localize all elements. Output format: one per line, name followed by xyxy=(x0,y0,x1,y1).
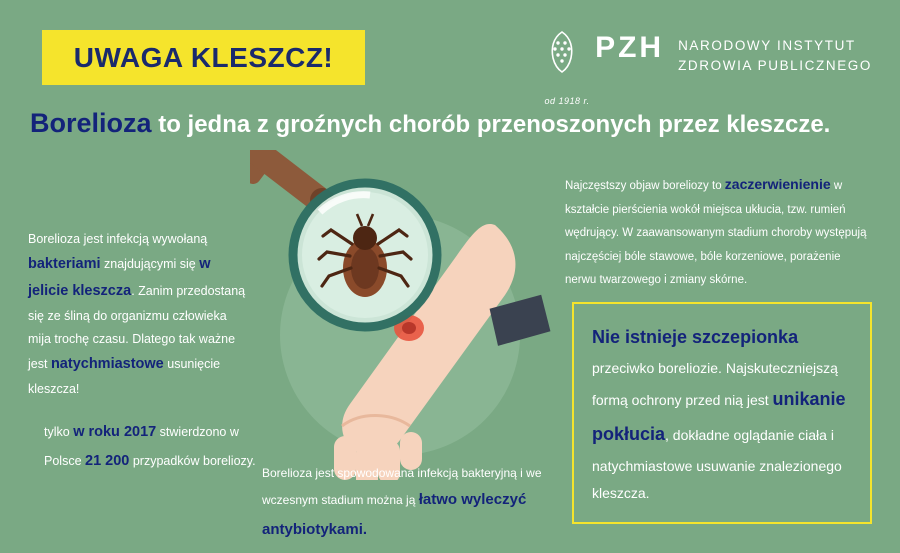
box-avoid-bite: unikanie pokłucia xyxy=(592,389,846,445)
headline-highlight: Borelioza xyxy=(30,108,152,138)
pzh-emblem-icon xyxy=(539,28,585,90)
magnifier-tick-on-arm-illustration xyxy=(250,150,570,480)
right-highlight: zaczerwienienie xyxy=(724,176,831,192)
prevention-box xyxy=(572,302,872,524)
right-paragraph xyxy=(565,170,875,293)
logo-since-label: od 1918 r. xyxy=(544,96,590,106)
bottom-center-paragraph xyxy=(262,462,562,544)
box-no-vaccine: Nie istnieje szczepionka xyxy=(592,327,799,347)
stats-c: stwierdzono w Polsce xyxy=(44,425,239,468)
bottom-a: Borelioza jest spowodowana infekcją bakteryjną i we wczesnym stadium można ją xyxy=(262,466,542,508)
banner-title: UWAGA KLESZCZ! xyxy=(73,41,334,73)
box-d: , dokładne oglądanie ciała i natychmiastowe usuwanie znalezionego kleszcza. xyxy=(592,427,842,501)
left-p1-c: znajdującymi się xyxy=(100,257,200,272)
logo-institute-line1: NARODOWY INSTYTUT xyxy=(678,38,856,53)
box-b: przeciwko boreliozie. Najskuteczniejszą formą ochrony przed nią jest xyxy=(592,360,838,409)
pzh-logo xyxy=(539,28,872,106)
right-c: w kształcie pierścienia wokół miejsca ukłucia, tzw. rumień wędrujący. W zaawansowanym stadium choroby występują najczęściej bóle stawowe, bóle korzeniowe, porażenie nerwu twarzowego i zmiany skórne. xyxy=(565,180,867,287)
left-p1-e: . Zanim przedostaną się ze śliną do organizmu człowieka mija trochę czasu. Dlatego tak ważne jest xyxy=(28,283,246,371)
logo-abbreviation: PZH xyxy=(595,31,665,64)
left-p1-jelito: w jelicie kleszcza xyxy=(28,256,211,299)
logo-institute-line2: ZDROWIA PUBLICZNEGO xyxy=(678,57,872,73)
left-paragraph xyxy=(28,228,246,401)
stats-count: 21 200 xyxy=(85,453,130,469)
stats-e: przypadków boreliozy. xyxy=(129,454,256,468)
page-title xyxy=(30,108,830,139)
left-p1-a: Borelioza jest infekcją wywołaną xyxy=(28,232,208,246)
stats-a: tylko xyxy=(44,425,74,439)
left-p1-natychmiastowe: natychmiastowe xyxy=(50,356,164,372)
headline-rest: to jedna z groźnych chorób przenoszonych przez kleszcze. xyxy=(151,111,831,138)
warning-banner xyxy=(42,30,365,85)
right-a: Najczęstszy objaw boreliozy to xyxy=(565,180,725,192)
statistics-block xyxy=(44,418,259,476)
prevention-text xyxy=(592,320,854,507)
left-p1-g: usunięcie kleszcza! xyxy=(28,357,221,396)
stats-year: w roku 2017 xyxy=(73,424,157,440)
left-p1-bakteriami: bakteriami xyxy=(28,256,101,273)
bottom-highlight: łatwo wyleczyć antybiotykami. xyxy=(262,491,527,538)
